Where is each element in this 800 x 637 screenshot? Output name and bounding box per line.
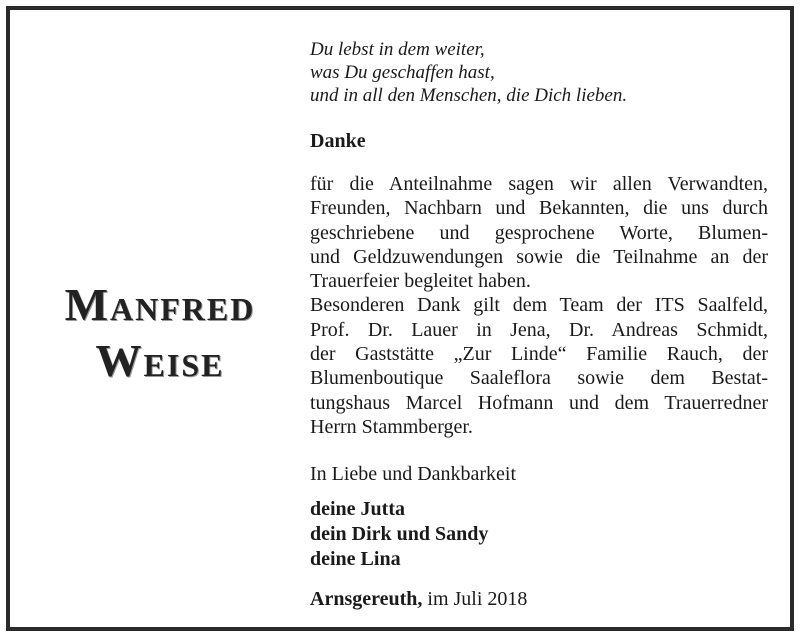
place-date — [310, 588, 527, 611]
body-line: Prof. Dr. Lauer in Jena, Dr. Andreas Schmidt, — [310, 318, 768, 341]
first-name: Manfred — [64, 279, 256, 330]
thanks-body — [310, 172, 768, 439]
body-line: Besonderen Dank gilt dem Team der ITS Saalfeld, — [310, 294, 768, 317]
last-name: Weise — [95, 335, 225, 386]
body-line: der Gaststätte „Zur Linde“ Familie Rauch, der — [310, 343, 768, 366]
name-panel — [10, 10, 310, 627]
signer: deine Lina — [310, 548, 401, 570]
body-line: tungshaus Marcel Hofmann und dem Trauerredner — [310, 391, 768, 414]
body-line: Herrn Stammberger. — [310, 415, 473, 438]
closing-line: In Liebe und Dankbarkeit — [310, 463, 517, 485]
poem — [310, 38, 627, 107]
signer: deine Jutta — [310, 498, 405, 520]
body-line: Trauerfeier begleitet haben. — [310, 270, 531, 293]
signer: dein Dirk und Sandy — [310, 523, 489, 545]
notice-frame — [6, 6, 794, 631]
body-line: Freunden, Nachbarn und Bekannten, die uns durch — [310, 197, 768, 220]
heading: Danke — [310, 130, 366, 152]
poem-line: Du lebst in dem weiter, — [310, 39, 485, 60]
body-line: und Geldzuwendungen sowie die Teilnahme an der — [310, 245, 768, 268]
body-line: für die Anteilnahme sagen wir allen Verwandten, — [310, 173, 768, 195]
body-line: geschriebene und gesprochene Worte, Blumen- — [310, 221, 768, 244]
body-line: Blumenboutique Saaleflora sowie dem Bestat- — [310, 367, 768, 390]
signers — [310, 497, 488, 572]
poem-line: und in all den Menschen, die Dich lieben. — [310, 85, 628, 106]
date: im Juli 2018 — [427, 588, 528, 610]
poem-line: was Du geschaffen hast, — [310, 62, 495, 83]
place: Arnsgereuth, — [310, 588, 423, 610]
